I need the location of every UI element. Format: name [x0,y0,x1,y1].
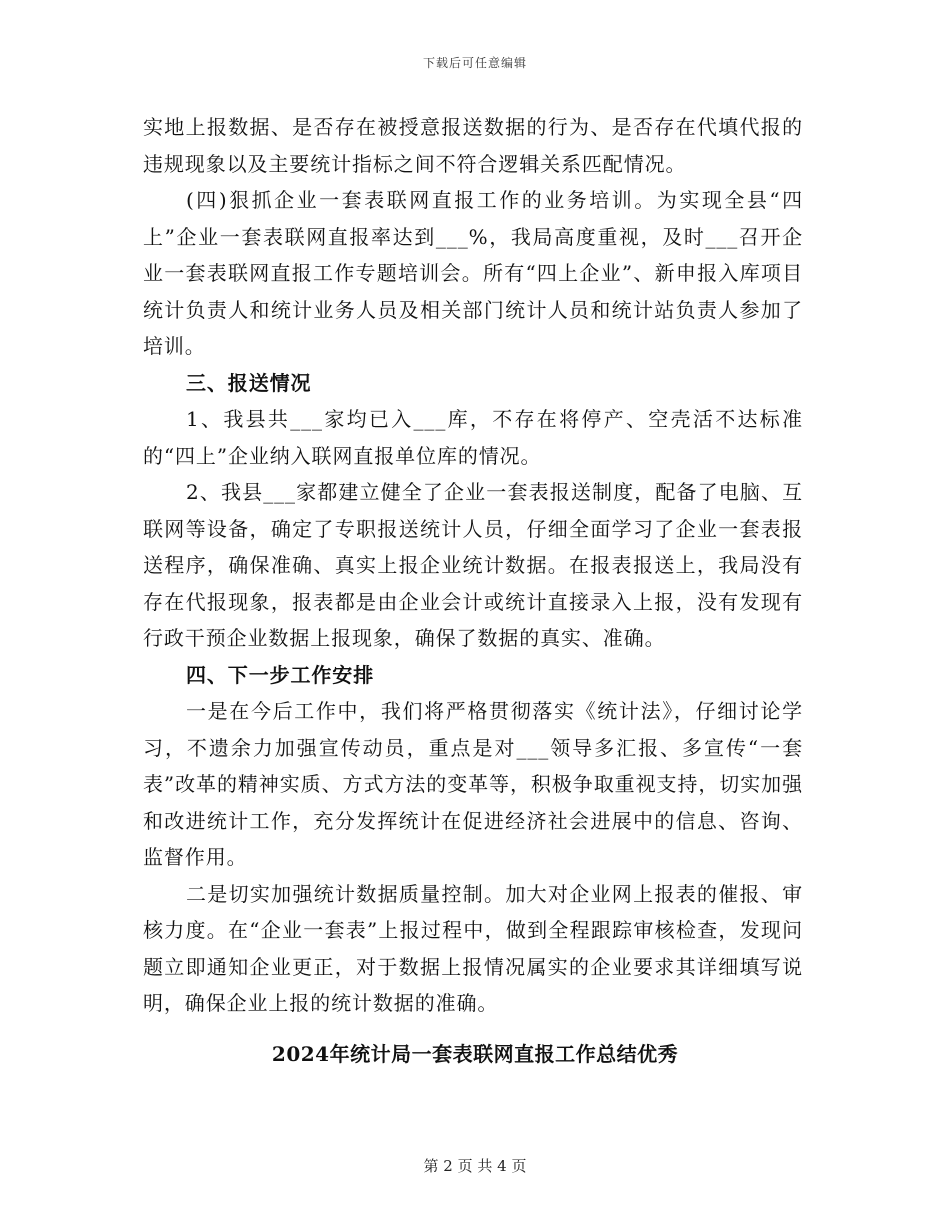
next-document-title: 2024年统计局一套表联网直报工作总结优秀 [271,1042,679,1066]
section-heading-next-steps: 四、下一步工作安排 [186,662,375,687]
page-number: 第 2 页 共 4 页 [423,1157,527,1175]
paragraph-next-steps-1: 一是在今后工作中，我们将严格贯彻落实《统计法》，仔细讨论学习，不遗余力加强宣传动员，重点是对___领导多汇报、多宣传“一套表”改革的精神实质、方式方法的变革等，积极争取重视支持，切实加强和改进统计工作，充分发挥统计在促进经济社会进展中的信息、咨询、监督作用。 [143,699,803,869]
paragraph-training: (四)狠抓企业一套表联网直报工作的业务培训。为实现全县“四上”企业一套表联网直报率达到___%，我局高度重视，及时___召开企业一套表联网直报工作专题培训会。所有“四上企业”、新申报入库项目统计负责人和统计业务人员及相关部门统计人员和统计站负责人参加了培训。 [143,188,803,358]
page-header: 下载后可任意编辑 [422,56,527,70]
paragraph-continuation: 实地上报数据、是否存在被授意报送数据的行为、是否存在代填代报的违规现象以及主要统计指标之间不符合逻辑关系匹配情况。 [143,115,803,176]
section-heading-reporting: 三、报送情况 [186,370,312,395]
paragraph-reporting-2: 2、我县___家都建立健全了企业一套表报送制度，配备了电脑、互联网等设备，确定了专职报送统计人员，仔细全面学习了企业一套表报送程序，确保准确、真实上报企业统计数据。在报表报送上，我局没有存在代报现象，报表都是由企业会计或统计直接录入上报，没有发现有行政干预企业数据上报现象，确保了数据的真实、准确。 [143,480,803,650]
paragraph-next-steps-2: 二是切实加强统计数据质量控制。加大对企业网上报表的催报、审核力度。在“企业一套表”上报过程中，做到全程跟踪审核检查，发现问题立即通知企业更正，对于数据上报情况属实的企业要求其详细填写说明，确保企业上报的统计数据的准确。 [143,881,803,1015]
paragraph-reporting-1: 1、我县共___家均已入___库，不存在将停产、空壳活不达标准的“四上”企业纳入联网直报单位库的情况。 [143,407,803,468]
document-body [143,109,803,1022]
